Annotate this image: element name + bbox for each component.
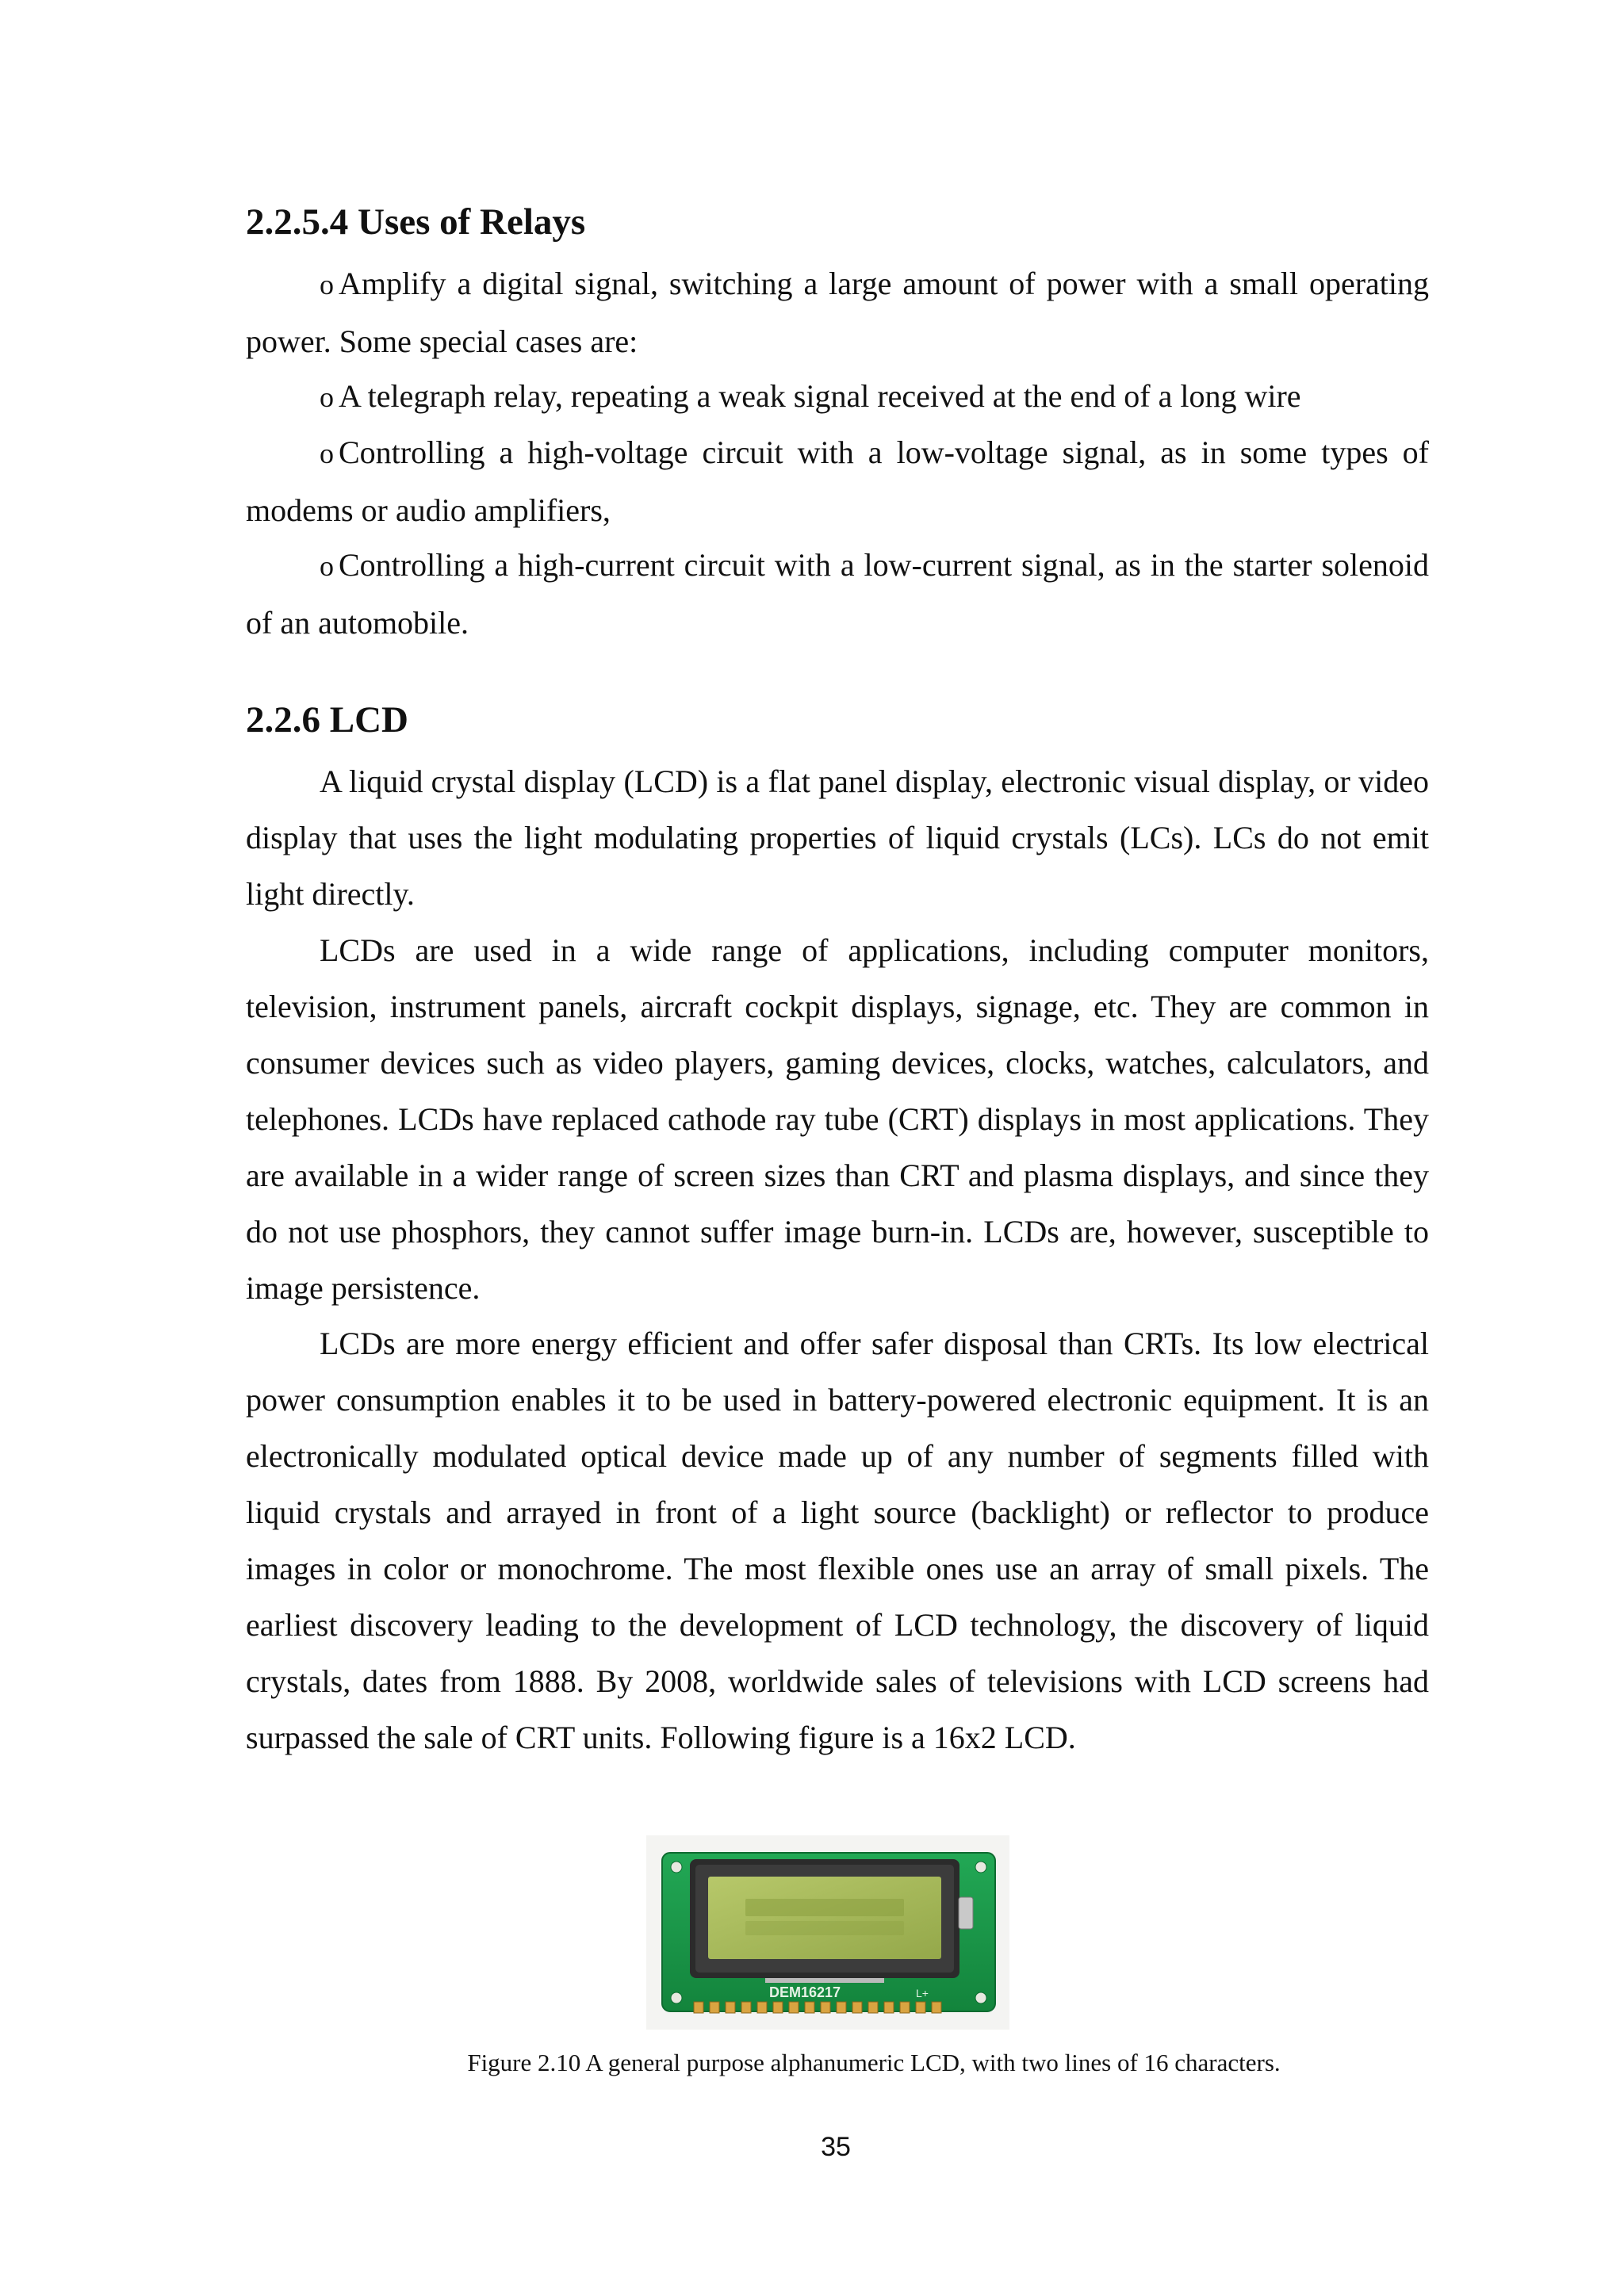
lcd-module-photo <box>646 1835 1009 2030</box>
bullet-marker: o <box>320 269 334 300</box>
lcd-paragraph-applications: LCDs are used in a wide range of applications, including computer monitors, television, instrument panels, aircraft cockpit displays, signage, etc. They are common in consumer devices such as video players, gaming devices, clocks, watches, calculators, and telephones. LCDs have replaced cathode ray tube (CRT) displays in most applications. They are available in a wider range of screen sizes than CRT and plasma displays, and since they do not use phosphors, they cannot suffer image burn-in. LCDs are, however, susceptible to image persistence. <box>246 932 1429 1306</box>
relay-use-item <box>246 424 1429 538</box>
figure-caption: Figure 2.10 A general purpose alphanumeric LCD, with two lines of 16 characters. <box>467 2049 1281 2076</box>
bullet-marker: o <box>320 550 334 582</box>
lcd-screen <box>708 1877 941 1959</box>
backlight-connector <box>959 1897 973 1929</box>
mount-hole <box>975 1862 986 1873</box>
relay-use-text: Controlling a high-current circuit with a low-current signal, as in the starter solenoid of an automobile. <box>246 547 1429 641</box>
relay-use-text: Controlling a high-voltage circuit with a low-voltage signal, as in some types of modems or audio amplifiers, <box>246 434 1429 528</box>
relay-use-text: A telegraph relay, repeating a weak signal received at the end of a long wire <box>339 378 1301 414</box>
mount-hole <box>671 1862 682 1873</box>
pin-label: L+ <box>916 1987 929 1999</box>
lcd-module-illustration <box>646 1835 1009 2030</box>
bullet-marker: o <box>320 438 334 469</box>
section-heading-uses-of-relays: 2.2.5.4 Uses of Relays <box>246 201 586 243</box>
relay-use-item <box>246 537 1429 651</box>
relay-use-item <box>246 255 1429 369</box>
lcd-paragraph-definition: A liquid crystal display (LCD) is a flat panel display, electronic visual display, or video display that uses the light modulating properties of liquid crystals (LCs). LCs do not emit light directly. <box>246 763 1429 912</box>
lcd-character-row <box>745 1921 904 1935</box>
section-heading-lcd: 2.2.6 LCD <box>246 699 408 740</box>
mount-hole <box>671 1992 682 2003</box>
relay-use-item <box>246 368 1429 426</box>
lcd-paragraph-efficiency: LCDs are more energy efficient and offer safer disposal than CRTs. Its low electrical power consumption enables it to be used in battery-powered electronic equipment. It is an electronically modulated optical device made up of any number of segments filled with liquid crystals and arrayed in front of a light source (backlight) or reflector to produce images in color or monochrome. The most flexible ones use an array of small pixels. The earliest discovery leading to the development of LCD technology, the discovery of liquid crystals, dates from 1888. By 2008, worldwide sales of televisions with LCD screens had surpassed the sale of CRT units. Following figure is a 16x2 LCD. <box>246 1326 1429 1755</box>
relay-use-text: Amplify a digital signal, switching a large amount of power with a small operating power. Some special cases are: <box>246 266 1429 359</box>
board-label: DEM16217 <box>769 1984 841 2000</box>
bullet-marker: o <box>320 381 334 413</box>
lcd-character-row <box>745 1899 904 1916</box>
mount-hole <box>975 1992 986 2003</box>
flex-contacts <box>765 1978 884 1983</box>
page-number: 35 <box>821 2132 851 2162</box>
